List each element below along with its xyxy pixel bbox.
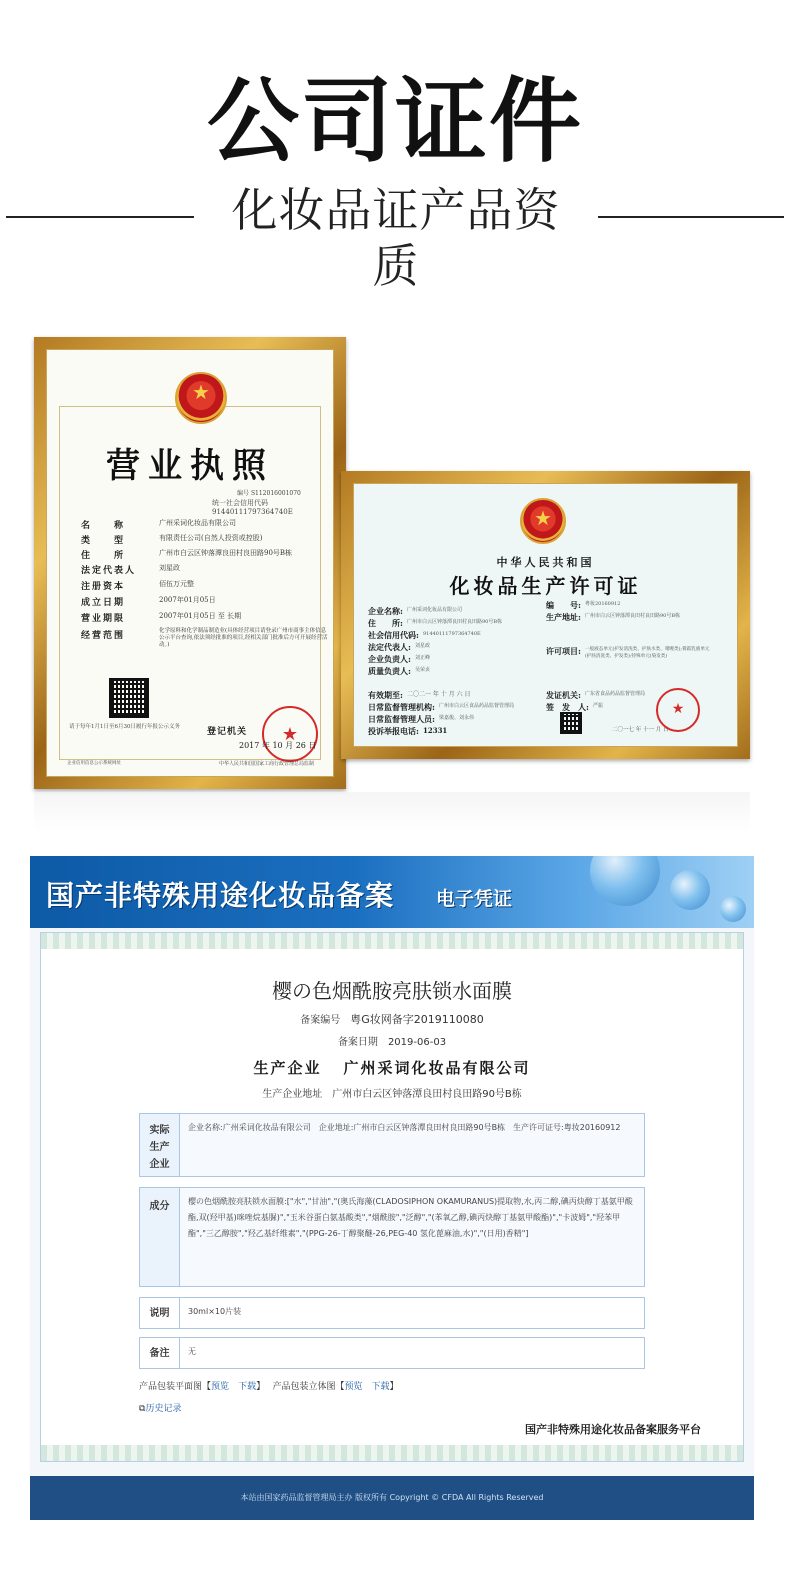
molecule-icon [720,896,746,922]
national-emblem-icon [175,372,227,424]
qr-code-icon [109,678,149,718]
license-staff: 日常监督管理人员: 梁嘉俊、刘永伟 [368,714,474,724]
license-issue-date: 二〇一七 年 十一 月 日 [612,727,669,733]
molecule-icon [670,870,710,910]
producer-address: 生产企业地址 广州市白云区钟落潭良田村良田路90号B栋 [262,1089,522,1100]
flat-download-link[interactable]: 下载 [238,1382,257,1392]
filing-number: 备案编号 粤G妆网备字2019110080 [300,1013,484,1026]
license-validity: 有效期至: 二〇二一 年 十 月 六 日 [368,690,471,700]
frame-reflection [34,792,750,832]
ingredients-box: 成分 樱の色烟酰胺亮肤锁水面膜:["水","甘油","(奥氏海藻(CLADOSIPHON OKAMURANUS)提取物,水,丙二醇,碘丙炔醇丁基氨甲酸酯,双(羟甲基)咪唑烷基脲)","玉米谷蛋白氨基酸类","烟酰胺","泛醇","(苯氧乙醇,碘丙炔醇丁基氨甲酸酯)","卡波姆","羟苯甲酯","三乙醇胺","羟乙基纤维素","(PPG-26-丁醇聚醚-26,PEG-40 氢化蓖麻油,水)","(日用)香精"] [139,1187,645,1287]
solid-download-link[interactable]: 下载 [371,1382,390,1392]
license-date: 2017 年 10 月 26 日 [239,741,317,750]
license-row: 营业期限 2007年01月05日 至 长期 [81,612,242,624]
decorative-border [41,1445,743,1461]
history-icon: ⧉ [139,1404,146,1414]
description-box: 说明 30ml×10片装 [139,1297,645,1329]
molecule-icon [590,856,660,906]
history-link[interactable]: ⧉历史记录 [139,1404,182,1414]
page-title: 公司证件 [206,68,583,175]
license-title: 化妆品生产许可证 [449,574,642,598]
license-registrar: 登记机关 [207,727,248,737]
banner-subtitle: 电子凭证 [436,888,513,910]
product-name: 樱の色烟酰胺亮肤锁水面膜 [272,979,512,1003]
license-row: 编 号: 粤妆20160912 [546,600,621,610]
license-title: 营业执照 [106,446,274,486]
record-banner [30,856,754,928]
license-row: 类 型 有限责任公司(自然人投资或控股) [81,534,263,546]
banner-title: 国产非特殊用途化妆品备案 [46,879,395,912]
producer: 生产企业 广州采词化妆品有限公司 [253,1059,531,1077]
package-links: 产品包装平面图【预览 下载】 产品包装立体图【预览 下载】 [139,1382,399,1392]
record-card [40,932,744,1462]
filing-date: 备案日期 2019-06-03 [337,1037,447,1048]
license-row: 社会信用代码: 91440111797364740E [368,630,481,640]
license-hotline: 投诉举报电话: 12331 [368,726,448,736]
license-row: 法定代表人: 刘星政 [368,642,430,652]
license-row: 成立日期 2007年01月05日 [81,596,216,608]
qr-code-icon [560,712,582,734]
license-row: 生产地址: 广州市白云区钟落潭良田村良田路90号B栋 [546,612,680,622]
license-row: 注册资本 佰伍万元整 [81,580,194,592]
license-row: 质量负责人: 吴荣贞 [368,666,430,676]
business-license-frame [34,337,346,789]
flat-preview-link[interactable]: 预览 [211,1382,230,1392]
license-scope: 经营范围 化学原料和化学制品制造业(具体经营项目请登录广州市商事主体信息公示平台查询,依法须经批准的项目,经相关部门批准后方可开展经营活动。) [81,628,328,648]
official-seal-icon [656,688,700,732]
actual-producer-box: 实际生产企业 企业名称:广州采词化妆品有限公司 企业地址:广州市白云区钟落潭良田村良田路90号B栋 生产许可证号:粤妆20160912 [139,1113,645,1177]
remarks-box: 备注 无 [139,1337,645,1369]
license-issuer: 发证机关: 广东省食品药品监督管理局 [546,690,645,700]
record-footer: 本站由国家药品监督管理局主办 版权所有 Copyright © CFDA All Rights Reserved [30,1476,754,1520]
license-country: 中华人民共和国 [496,556,595,569]
national-emblem-icon [520,498,566,544]
license-row: 名 称 广州采词化妆品有限公司 [81,519,236,531]
production-license-frame [341,471,750,759]
license-row: 法定代表人 刘星政 [81,564,180,576]
license-row: 住 所 广州市白云区钟落潭良田村良田路90号B栋 [81,549,293,561]
license-row: 企业名称: 广州采词化妆品有限公司 [368,606,462,616]
official-seal-icon [262,706,318,762]
license-row: 企业负责人: 刘正峰 [368,654,430,664]
license-row: 许可项目: 一般液态单元(护发清洗类、护肤水类、啫喱类);膏霜乳液单元(护肤清洗类、护发类);特殊单元(染发类) [546,646,710,659]
divider-left [6,216,194,218]
platform-name: 国产非特殊用途化妆品备案服务平台 [525,1423,701,1436]
filing-record [30,856,754,1520]
production-license [353,483,738,747]
subtitle-row [0,182,790,293]
solid-preview-link[interactable]: 预览 [344,1382,363,1392]
decorative-border [41,933,743,949]
license-signer: 签 发 人: 严振 [546,702,603,712]
business-license [46,349,334,777]
license-footer-left: 企业信用信息公示系统网址 [67,761,121,766]
license-authority: 日常监督管理机构: 广州市白云区食品药品监督管理局 [368,702,514,712]
license-credit-code: 统一社会信用代码 91440111797364740E [212,499,293,516]
divider-right [598,216,784,218]
license-row: 住 所: 广州市白云区钟落潭良田村良田路90号B栋 [368,618,502,628]
license-number: 编号 S112016001070 [237,490,301,497]
license-notice: 请于每年1月1日至6月30日履行年报公示义务 [69,724,180,730]
page-subtitle: 化妆品证产品资质 [231,183,561,293]
license-footer-right: 中华人民共和国国家工商行政管理总局监制 [219,761,315,767]
